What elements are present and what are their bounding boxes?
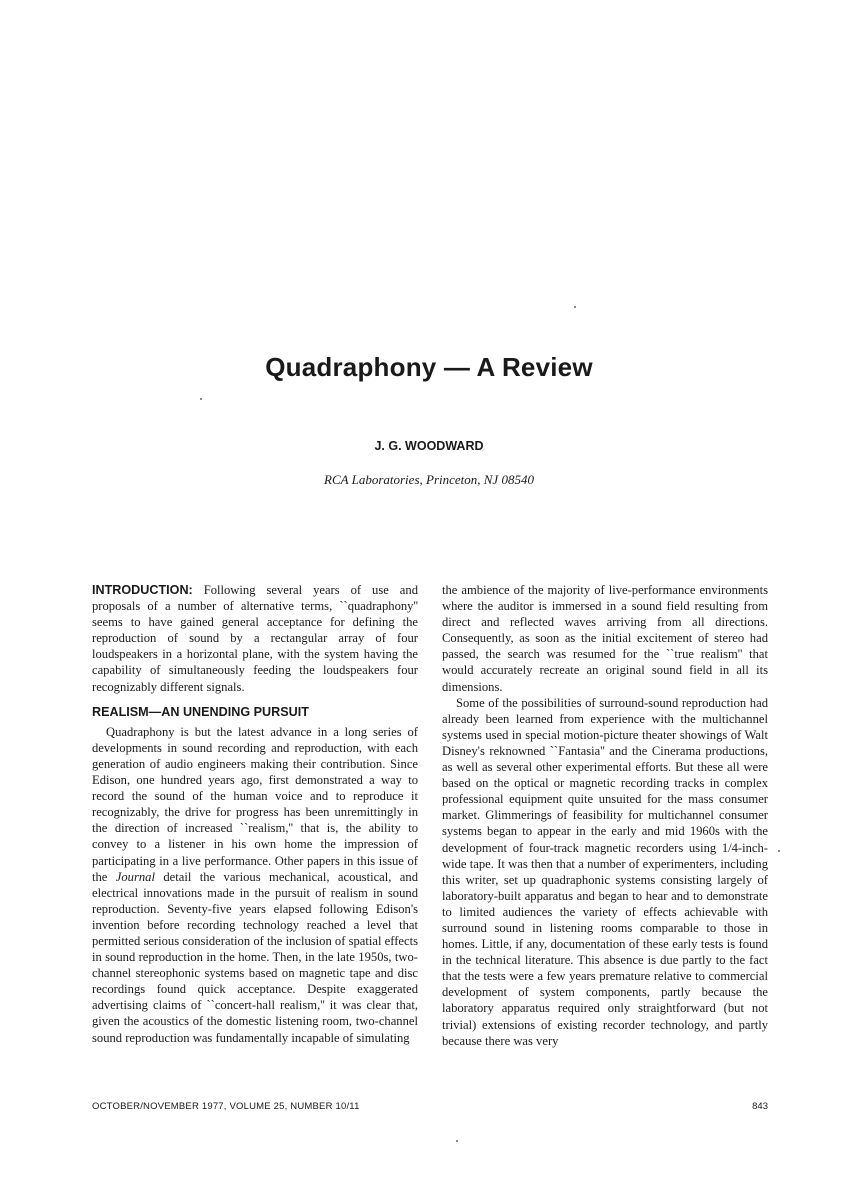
realism-paragraph (92, 724, 418, 1046)
scan-speck (456, 1140, 458, 1142)
author-affiliation: RCA Laboratories, Princeton, NJ 08540 (324, 472, 534, 487)
right-column (442, 582, 768, 1049)
section-heading: REALISM—AN UNENDING PURSUIT (92, 704, 309, 719)
surround-sound-paragraph: Some of the possibilities of surround-sound reproduction had already been learned from experience with the multichannel systems used in special motion-picture theater showings of Walt Disney's reknowned ``Fantasia'' and the Cinerama productions, as well as several other experimental efforts. But these all were based on the optical or magnetic recording tracks in complex professional equipment quite unsuited for the mass consumer market. Glimmerings of feasibility for multichannel consumer systems began to appear in the early and mid 1960s with the development of four-track magnetic recorders using 1/4-inch-wide tape. It was then that a number of experimenters, including this writer, set up quadraphonic systems consisting largely of laboratory-built apparatus and began to hear and to demonstrate to limited audiences the variety of effects achievable with surround sound in listening rooms comparable to those in homes. Little, if any, documentation of these early tests is found in the technical literature. This absence is due partly to the fact that the tests were a few years premature relative to commercial development of system components, partly because the laboratory apparatus required only straightforward (but not trivial) extensions of existing recorder technology, and partly because there was very (442, 695, 768, 1048)
realism-text-end: detail the various mechanical, acoustical, and electrical innovations made in the pursuit of realism in sound reproduction. Seventy-five years elapsed following Edison's invention before recording technology reached a level that permitted serious consideration of the inclusion of spatial effects in sound reproduction in the home. Then, in the late 1950s, two-channel stereophonic systems based on magnetic tape and disc recordings found quick acceptance. Despite exaggerated advertising claims of ``concert-hall realism,'' it was clear that, given the acoustics of the domestic listening room, two-channel sound reproduction was fundamentally incapable of simulating (92, 869, 418, 1045)
page-number: 843 (752, 1101, 768, 1112)
author-name: J. G. WOODWARD (374, 439, 484, 453)
scan-speck (778, 850, 780, 852)
scan-speck (200, 398, 202, 400)
journal-footer: OCTOBER/NOVEMBER 1977, VOLUME 25, NUMBER 10/11 (92, 1101, 360, 1112)
ambience-paragraph: the ambience of the majority of live-performance environments where the auditor is immersed in a sound field resulting from direct and reflected waves arriving from all directions. Consequently, as soon as the initial excitement of stereo had passed, the search was resumed for the ``true realism'' that would accurately recreate an original sound field in all its dimensions. (442, 583, 768, 694)
introduction-paragraph (92, 582, 418, 695)
introduction-text: Following several years of use and proposals of a number of alternative terms, ``quadraphony'' seems to have gained general acceptance for defining the reproduction of sound by a rectangular array of four loudspeakers in a horizontal plane, with the system having the capability of simultaneously feeding the loudspeakers four recognizably different signals. (92, 583, 418, 694)
realism-text-start: Quadraphony is but the latest advance in a long series of developments in sound recording and reproduction, with each generation of audio engineers making their contribution. Since Edison, one hundred years ago, first demonstrated a way to record the sound of the human voice and to reproduce it recognizably, the drive for progress has been unremittingly in the direction of increased ``realism,'' that is, the ability to convey to a listener in his own home the impression of participating in a live performance. Other papers in this issue of the (92, 724, 418, 884)
journal-italic: Journal (115, 869, 155, 884)
scan-speck (574, 306, 576, 308)
introduction-label: INTRODUCTION: (92, 583, 193, 597)
article-title: Quadraphony — A Review (265, 352, 593, 382)
left-column (92, 582, 418, 1046)
